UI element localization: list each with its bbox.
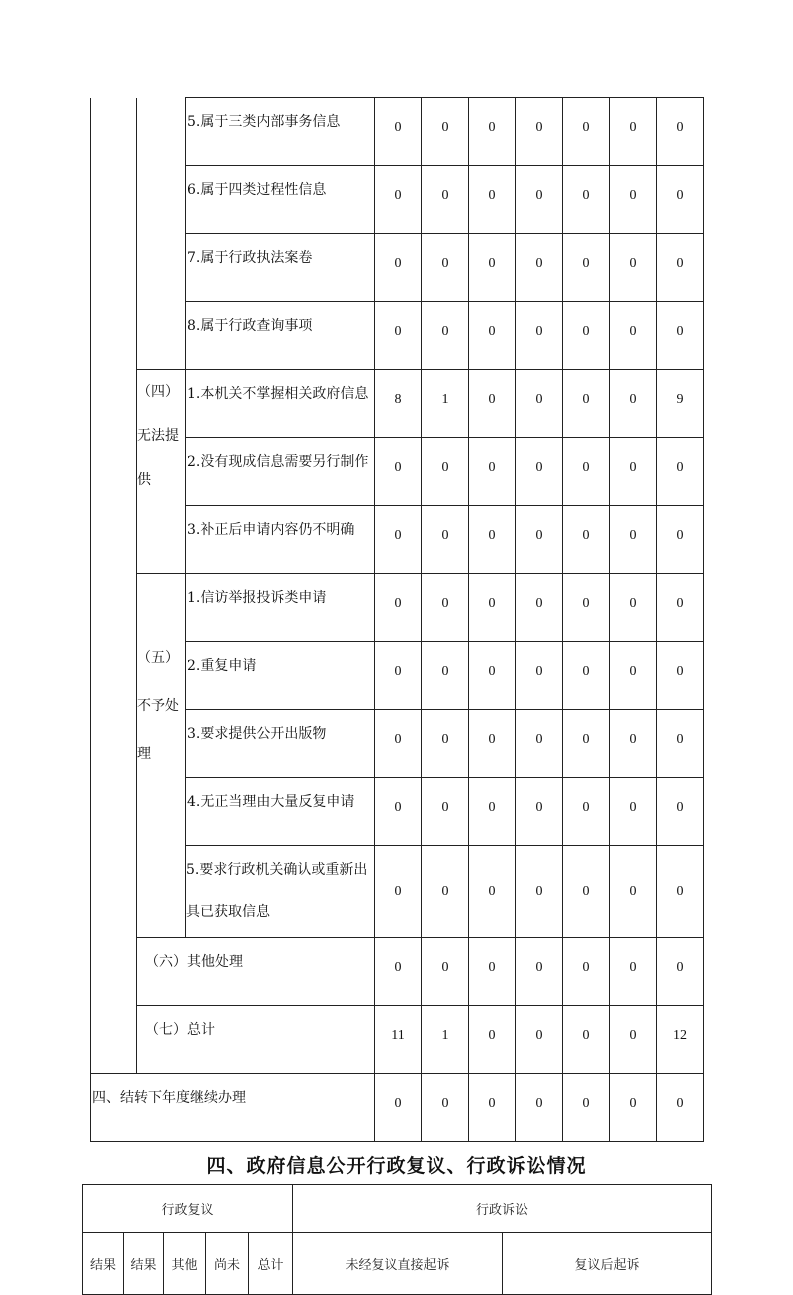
value-cell: 0 [657, 778, 704, 846]
value-cell: 0 [516, 778, 563, 846]
section-title: 四、政府信息公开行政复议、行政诉讼情况 [206, 1155, 587, 1177]
value-cell: 0 [516, 438, 563, 506]
review-col-pending: 尚未 [206, 1233, 249, 1295]
row-label: 4.无正当理由大量反复申请 [186, 778, 375, 846]
row-label: 四、结转下年度继续办理 [91, 1074, 375, 1142]
value-cell: 0 [469, 506, 516, 574]
value-cell: 0 [422, 234, 469, 302]
value-cell: 1 [422, 370, 469, 438]
value-cell: 0 [610, 846, 657, 938]
value-cell: 0 [375, 506, 422, 574]
row-label: 1.信访举报投诉类申请 [186, 574, 375, 642]
value-cell: 0 [563, 846, 610, 938]
value-cell: 0 [422, 1074, 469, 1142]
value-cell: 0 [469, 166, 516, 234]
value-cell: 0 [469, 938, 516, 1006]
value-cell: 0 [563, 302, 610, 370]
value-cell: 0 [469, 846, 516, 938]
row-label: 2.重复申请 [186, 642, 375, 710]
group-label-not-processed: （五）不予处理 [137, 574, 186, 938]
value-cell: 0 [657, 438, 704, 506]
row-label: 7.属于行政执法案卷 [186, 234, 375, 302]
value-cell: 0 [422, 710, 469, 778]
table-row [91, 1074, 704, 1142]
value-cell: 0 [610, 778, 657, 846]
row-label: 6.属于四类过程性信息 [186, 166, 375, 234]
value-cell: 0 [563, 166, 610, 234]
review-col-other: 其他 [164, 1233, 206, 1295]
value-cell: 0 [516, 574, 563, 642]
value-cell: 0 [610, 370, 657, 438]
review-col-total: 总计 [249, 1233, 293, 1295]
value-cell: 0 [610, 302, 657, 370]
value-cell: 0 [516, 938, 563, 1006]
value-cell: 0 [469, 438, 516, 506]
value-cell: 0 [422, 302, 469, 370]
value-cell: 0 [422, 846, 469, 938]
value-cell: 0 [657, 938, 704, 1006]
row-label: 3.要求提供公开出版物 [186, 710, 375, 778]
value-cell: 0 [469, 234, 516, 302]
review-litigation-table [82, 1184, 712, 1295]
value-cell: 0 [422, 574, 469, 642]
application-handling-table [90, 97, 704, 1142]
header-administrative-review: 行政复议 [83, 1185, 293, 1233]
value-cell: 0 [563, 938, 610, 1006]
value-cell: 0 [469, 574, 516, 642]
value-cell: 0 [563, 642, 610, 710]
row-label: 5.要求行政机关确认或重新出具已获取信息 [186, 846, 375, 938]
value-cell: 0 [657, 710, 704, 778]
litigation-after-review: 复议后起诉 [503, 1233, 712, 1295]
value-cell: 0 [375, 938, 422, 1006]
value-cell: 0 [563, 370, 610, 438]
value-cell: 0 [563, 1074, 610, 1142]
value-cell: 0 [375, 642, 422, 710]
row-label: 8.属于行政查询事项 [186, 302, 375, 370]
value-cell: 12 [657, 1006, 704, 1074]
value-cell: 0 [610, 574, 657, 642]
review-col-result-1: 结果 [83, 1233, 124, 1295]
group-label-cannot-provide: （四）无法提供 [137, 370, 186, 574]
value-cell: 0 [516, 846, 563, 938]
review-col-result-2: 结果 [124, 1233, 164, 1295]
value-cell: 0 [469, 1006, 516, 1074]
value-cell: 0 [657, 98, 704, 166]
value-cell: 0 [375, 234, 422, 302]
row-label: 3.补正后申请内容仍不明确 [186, 506, 375, 574]
value-cell: 0 [422, 938, 469, 1006]
value-cell: 0 [375, 1074, 422, 1142]
row-label: （六）其他处理 [137, 938, 375, 1006]
value-cell: 0 [610, 166, 657, 234]
value-cell: 0 [422, 98, 469, 166]
value-cell: 0 [375, 302, 422, 370]
value-cell: 0 [469, 1074, 516, 1142]
row-label: 5.属于三类内部事务信息 [186, 98, 375, 166]
value-cell: 0 [563, 438, 610, 506]
table-row [91, 938, 704, 1006]
value-cell: 0 [516, 234, 563, 302]
value-cell: 0 [375, 846, 422, 938]
value-cell: 0 [375, 98, 422, 166]
value-cell: 0 [563, 574, 610, 642]
row-label: 2.没有现成信息需要另行制作 [186, 438, 375, 506]
value-cell: 0 [516, 166, 563, 234]
value-cell: 11 [375, 1006, 422, 1074]
value-cell: 0 [516, 1006, 563, 1074]
value-cell: 0 [563, 234, 610, 302]
value-cell: 0 [516, 506, 563, 574]
value-cell: 0 [657, 234, 704, 302]
table-row [91, 370, 704, 438]
value-cell: 0 [469, 778, 516, 846]
value-cell: 0 [657, 302, 704, 370]
value-cell: 0 [469, 370, 516, 438]
value-cell: 0 [610, 710, 657, 778]
outer-category-cell [91, 98, 137, 1074]
value-cell: 0 [516, 370, 563, 438]
value-cell: 0 [610, 1074, 657, 1142]
value-cell: 0 [375, 166, 422, 234]
value-cell: 0 [657, 574, 704, 642]
value-cell: 0 [610, 98, 657, 166]
value-cell: 0 [610, 1006, 657, 1074]
value-cell: 9 [657, 370, 704, 438]
value-cell: 0 [563, 778, 610, 846]
value-cell: 0 [516, 642, 563, 710]
litigation-direct: 未经复议直接起诉 [293, 1233, 503, 1295]
value-cell: 0 [375, 710, 422, 778]
value-cell: 0 [422, 166, 469, 234]
value-cell: 0 [516, 1074, 563, 1142]
row-label: （七）总计 [137, 1006, 375, 1074]
value-cell: 0 [422, 778, 469, 846]
value-cell: 0 [375, 574, 422, 642]
table-row [91, 98, 704, 166]
value-cell: 0 [469, 710, 516, 778]
value-cell: 0 [563, 98, 610, 166]
value-cell: 0 [563, 506, 610, 574]
value-cell: 0 [657, 506, 704, 574]
value-cell: 0 [657, 642, 704, 710]
table-row [91, 1006, 704, 1074]
value-cell: 0 [375, 778, 422, 846]
value-cell: 0 [610, 938, 657, 1006]
value-cell: 1 [422, 1006, 469, 1074]
header-administrative-litigation: 行政诉讼 [293, 1185, 712, 1233]
value-cell: 0 [516, 302, 563, 370]
value-cell: 0 [422, 642, 469, 710]
value-cell: 0 [610, 438, 657, 506]
value-cell: 0 [657, 1074, 704, 1142]
value-cell: 0 [563, 1006, 610, 1074]
value-cell: 0 [422, 438, 469, 506]
value-cell: 0 [610, 234, 657, 302]
value-cell: 0 [516, 710, 563, 778]
page-content [0, 97, 793, 1295]
value-cell: 0 [610, 642, 657, 710]
value-cell: 0 [610, 506, 657, 574]
value-cell: 0 [469, 642, 516, 710]
row-label: 1.本机关不掌握相关政府信息 [186, 370, 375, 438]
value-cell: 0 [469, 98, 516, 166]
group-3-cell [137, 98, 186, 370]
value-cell: 0 [469, 302, 516, 370]
value-cell: 0 [422, 506, 469, 574]
value-cell: 0 [563, 710, 610, 778]
value-cell: 0 [375, 438, 422, 506]
value-cell: 0 [516, 98, 563, 166]
value-cell: 8 [375, 370, 422, 438]
value-cell: 0 [657, 166, 704, 234]
value-cell: 0 [657, 846, 704, 938]
table-row [91, 574, 704, 642]
